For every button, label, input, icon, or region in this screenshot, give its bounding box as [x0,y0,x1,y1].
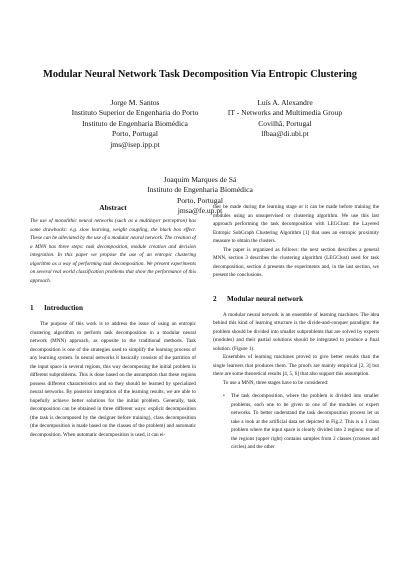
section-heading-modular-neural-network [213,294,379,304]
author-affiliation: IT - Networks and Multimedia Group [227,108,343,118]
section-heading-introduction [30,303,196,313]
mnn-paragraph-1: A modular neural network is an ensemble of learning machines. The idea behind this kind of learning structure is the divide-and-conquer paradigm: the problem should be divided into smaller subproblems that are solved by experts (modules) and their partial solutions should be integrated to produce a final solution. (Figure 1). [213,311,379,352]
author-affiliation: Instituto Superior de Engenharia do Porto [71,108,199,118]
paper-title: Modular Neural Network Task Decomposition Via Entropic Clustering [43,69,357,80]
stages-list [213,392,379,452]
right-column [213,203,379,452]
author-name: Luís A. Alexandre [257,98,313,107]
author-name: Joaquim Marques de Sá [163,175,237,184]
author-email: lfbaa@di.ubi.pt [261,129,309,139]
organization-paragraph: The paper is organized as follows: the next section describes a general MNN, section 3 describes the clustering algorithm (LEGClust) used for task decomposition, section 4 presents the experiments and, in the last section, we present the conclusions. [213,246,379,278]
author-location: Porto, Portugal [177,195,223,205]
section-number: 1 [30,304,34,312]
mnn-paragraph-2: Ensembles of learning machines proved to give better results than the single learners that produces them. The proofs are mainly empirical [2, 3] but there are some theoretical results [4, 5, 6] that also support this assumption. [213,354,379,377]
author-location: Covilhã, Portugal [258,118,312,128]
introduction-continuation: ther be made during the learning stage or it can be made before training the modules using an unsupervised or clustering algorithm. We use this last approach performing the task decomposition with LEGClust: the Layered Entropic SubGraph Clustering Algorithm [1] that uses an entropic proximity measure to obtain the clusters. [213,204,379,244]
section-title: Modular neural network [227,294,304,303]
author-affiliation: Instituto de Engenharia Biomédica [147,185,253,195]
author-affiliation: Instituto de Engenharia Biomédica [82,118,188,128]
section-number: 2 [213,294,217,303]
left-column [30,203,196,439]
author-name: Jorge M. Santos [110,98,160,107]
author-email: jmsa@fe.up.pt [177,206,223,216]
mnn-paragraph-3: To use a MNN, three stages have to be considered: [223,379,329,386]
section-title: Introduction [44,304,84,312]
bullet-icon: • [223,393,225,399]
abstract-heading: Abstract [99,203,127,212]
author-email: jms@isep.ipp.pt [110,139,160,149]
introduction-paragraph: The purpose of this work is to address the issue of using an entropic clustering algorithm to perform task decomposition in a modular neural network (MNN) approach, as opposite to the traditional methods. Task decomposition is one of the strategies used to simplify the learning process of any learning system. In neural networks it basically consists of the partition of the input space in several regions, this way decomposing the initial problem in different subproblems. This is done based on the assumption that these regions possess different characteristics and so they should be learned by specialized neural networks. By posterior integration of the learning results, we are able to hopefully achieve better solutions for the initial problem. Generally, task decomposition can be obtained in three different ways: explicit decomposition (the task is decomposed by the designer before training), class decomposition (the decomposition is made based on the classes of the problem) and automatic decomposition. When automatic decomposition is used, it can ei- [30,321,196,438]
author-location: Porto, Portugal [112,129,158,139]
list-item-text: The task decomposition, where the problem is divided into smaller problems, each one to be given to one of the modules or expert networks. To better understand the task decomposition process let us take a look at the artificial data set depicted in Fig.2. This is a 3 class problem where the input space is clearly divided into 2 regions: one of the regions (upper right) contains samples from 2 classes (crosses and circles) and the other [231,393,379,450]
author-block-2 [190,98,380,140]
abstract-text: The use of monolithic neural networks (such as a multilayer perceptron) has some drawbacks: e.g. slow learning, weight coupling, the black box effect. These can be alleviated by the use of a modular neural network. The creation of a MNN has three steps: task decomposition, module creation and decision integration. In this paper we propose the use of an entropic clustering algorithm as a way of performing task decomposition. We present experiments on several real world classification problems that show the performance of this approach. [30,218,196,284]
list-item [223,392,379,452]
